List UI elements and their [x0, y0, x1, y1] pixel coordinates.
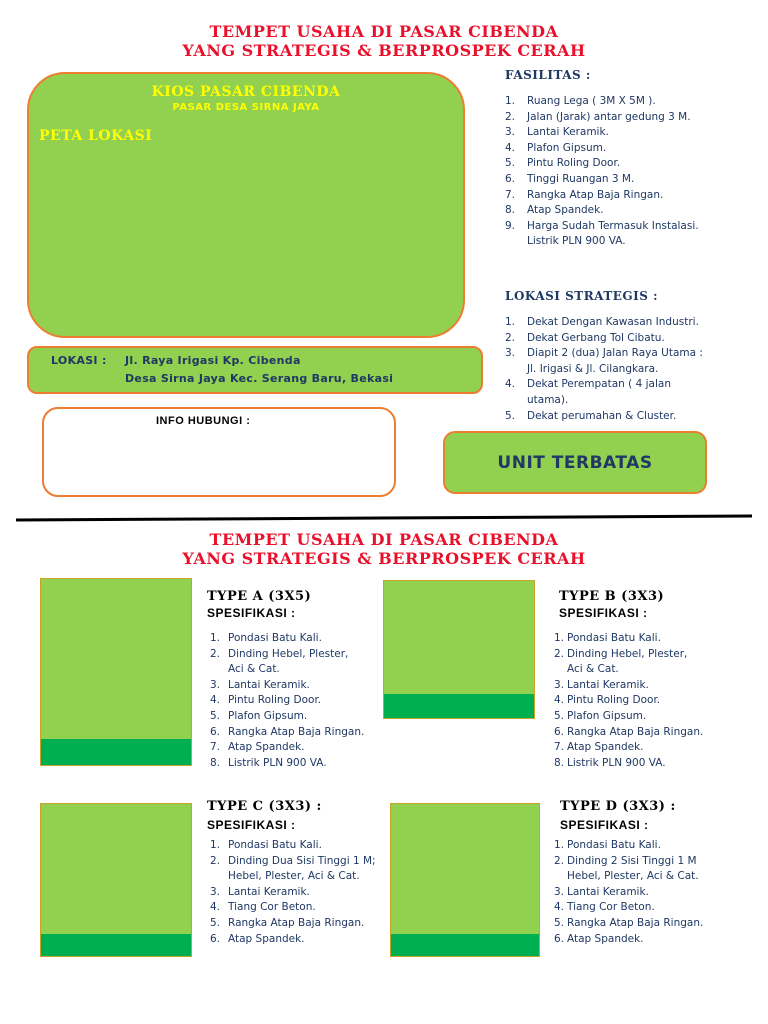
list-item-text: Atap Spandek.	[228, 932, 305, 945]
list-item	[505, 172, 760, 188]
map-box	[27, 72, 465, 338]
list-item-number: 5.	[505, 409, 516, 422]
list-item-text: Listrik PLN 900 VA.	[567, 756, 666, 769]
unit-terbatas-text: UNIT TERBATAS	[497, 452, 653, 473]
list-item-number: 6.	[210, 932, 221, 945]
list-item	[554, 709, 744, 725]
list-item-text: Plafon Gipsum.	[527, 141, 607, 154]
list-item-text: Atap Spandek.	[567, 932, 644, 945]
list-item-text: Dinding 2 Sisi Tinggi 1 M	[567, 854, 697, 867]
map-label: PETA LOKASI	[39, 128, 153, 144]
list-item-number: 5.	[554, 916, 565, 929]
list-item-text: Tinggi Ruangan 3 M.	[527, 172, 635, 185]
list-item-number: 1.	[210, 632, 221, 644]
contact-label: INFO HUBUNGI :	[156, 415, 251, 427]
list-item	[210, 885, 395, 901]
list-item-number: 6.	[210, 725, 221, 738]
list-item-number: 3.	[210, 885, 221, 898]
list-item-text: Rangka Atap Baja Ringan.	[567, 725, 704, 738]
list-item	[210, 932, 395, 948]
list-item	[210, 693, 385, 709]
list-item-number: 3.	[210, 678, 221, 691]
list-item	[210, 647, 385, 678]
list-item	[505, 125, 760, 141]
list-item-number: 9.	[505, 219, 516, 232]
list-item	[505, 346, 760, 377]
list-item-number: 1.	[505, 316, 516, 328]
bottom-title-line1: TEMPET USAHA DI PASAR CIBENDA	[209, 530, 559, 549]
list-item-text-continued: Aci & Cat.	[567, 663, 619, 676]
list-item	[554, 854, 744, 885]
list-item-number: 7.	[505, 188, 516, 201]
list-item	[505, 94, 760, 110]
list-item-text: Lantai Keramik.	[567, 885, 649, 898]
type-b-list	[554, 631, 744, 771]
list-item-text: Plafon Gipsum.	[567, 709, 647, 722]
type-a-title: TYPE A (3X5)	[207, 589, 312, 604]
list-item	[554, 740, 744, 756]
list-item	[210, 709, 385, 725]
list-item-number: 2.	[505, 331, 516, 344]
list-item	[554, 647, 744, 678]
list-item-text: Tiang Cor Beton.	[228, 901, 316, 914]
list-item-text: Pondasi Batu Kali.	[567, 632, 661, 644]
type-c-title: TYPE C (3X3) :	[207, 799, 322, 814]
list-item-text: Diapit 2 (dua) Jalan Raya Utama :	[527, 347, 703, 360]
list-item-text-continued: Hebel, Plester, Aci & Cat.	[228, 870, 360, 883]
list-item-number: 8.	[554, 756, 565, 769]
list-item-text: Atap Spandek.	[228, 741, 305, 754]
list-item-text: Atap Spandek.	[527, 204, 604, 217]
list-item-number: 4.	[554, 901, 565, 914]
list-item	[210, 900, 395, 916]
list-item-text-continued: Hebel, Plester, Aci & Cat.	[567, 870, 699, 883]
list-item	[505, 219, 760, 250]
location-bar	[27, 346, 483, 394]
unit-terbatas-badge	[443, 431, 707, 494]
list-item	[554, 885, 744, 901]
list-item-text: Pintu Roling Door.	[228, 694, 322, 707]
list-item-text: Dinding Dua Sisi Tinggi 1 M;	[228, 854, 376, 867]
list-item-text: Dekat Perempatan ( 4 jalan	[527, 378, 671, 391]
type-b-base	[384, 694, 534, 718]
list-item-text-continued: Listrik PLN 900 VA.	[527, 235, 626, 248]
list-item-text: Lantai Keramik.	[228, 885, 310, 898]
list-item	[505, 315, 760, 331]
top-title	[0, 22, 768, 60]
list-item-number: 1.	[505, 95, 516, 107]
list-item-number: 4.	[210, 694, 221, 707]
type-b-title: TYPE B (3X3)	[559, 589, 665, 604]
list-item-text: Rangka Atap Baja Ringan.	[527, 188, 664, 201]
list-item-number: 1.	[210, 839, 221, 851]
list-item	[210, 756, 385, 772]
list-item-number: 2.	[505, 110, 516, 123]
list-item	[505, 141, 760, 157]
list-item-text-continued: Aci & Cat.	[228, 663, 280, 676]
type-c-base	[41, 934, 191, 956]
list-item	[505, 110, 760, 126]
list-item	[210, 631, 385, 647]
list-item-number: 3.	[505, 347, 516, 360]
list-item-text: Pintu Roling Door.	[567, 694, 661, 707]
list-item-text: Ruang Lega ( 3M X 5M ).	[527, 95, 656, 107]
list-item-text: Harga Sudah Termasuk Instalasi.	[527, 219, 699, 232]
bottom-title	[0, 530, 768, 568]
type-d-list	[554, 838, 744, 947]
location-line1: Jl. Raya Irigasi Kp. Cibenda	[125, 354, 301, 367]
type-c-image	[40, 803, 192, 957]
list-item-number: 4.	[210, 901, 221, 914]
list-item	[505, 203, 760, 219]
list-item-number: 3.	[505, 126, 516, 139]
list-item-text: Pondasi Batu Kali.	[228, 839, 322, 851]
list-item-text: Dekat perumahan & Cluster.	[527, 409, 677, 422]
list-item	[505, 377, 760, 408]
list-item-text-continued: utama).	[527, 393, 569, 406]
list-item-text: Plafon Gipsum.	[228, 709, 308, 722]
type-a-spec-label: SPESIFIKASI :	[207, 606, 296, 620]
location-label: LOKASI :	[51, 354, 107, 367]
contact-box	[42, 407, 396, 497]
type-d-base	[391, 934, 539, 956]
list-item	[210, 740, 385, 756]
list-item	[554, 838, 744, 854]
list-item-number: 1.	[554, 632, 565, 644]
list-item-number: 6.	[554, 932, 565, 945]
list-item-number: 2.	[554, 854, 565, 867]
type-a-list	[210, 631, 385, 771]
list-item	[505, 156, 760, 172]
type-b-image	[383, 580, 535, 719]
list-item	[554, 725, 744, 741]
list-item	[554, 678, 744, 694]
list-item-text: Jalan (Jarak) antar gedung 3 M.	[527, 110, 691, 123]
list-item-text: Lantai Keramik.	[567, 678, 649, 691]
list-item	[554, 916, 744, 932]
lokasi-strategis-list	[505, 315, 760, 424]
list-item-text: Pondasi Batu Kali.	[228, 632, 322, 644]
fasilitas-list	[505, 94, 760, 250]
list-item	[210, 725, 385, 741]
list-item	[505, 409, 760, 425]
list-item-text: Dinding Hebel, Plester,	[567, 647, 688, 660]
type-a-base	[41, 739, 191, 765]
list-item-number: 2.	[210, 854, 221, 867]
list-item-number: 5.	[505, 157, 516, 170]
type-c-list	[210, 838, 395, 947]
list-item	[210, 678, 385, 694]
list-item-text: Atap Spandek.	[567, 741, 644, 754]
list-item-number: 1.	[554, 839, 565, 851]
list-item	[210, 838, 395, 854]
list-item-text: Rangka Atap Baja Ringan.	[228, 916, 365, 929]
top-title-line2: YANG STRATEGIS & BERPROSPEK CERAH	[182, 41, 586, 60]
list-item-number: 6.	[554, 725, 565, 738]
list-item	[505, 331, 760, 347]
list-item	[210, 854, 395, 885]
list-item-text: Listrik PLN 900 VA.	[228, 756, 327, 769]
map-box-heading: KIOS PASAR CIBENDA	[151, 84, 341, 100]
list-item-text: Pintu Roling Door.	[527, 157, 621, 170]
list-item	[505, 188, 760, 204]
top-title-line1: TEMPET USAHA DI PASAR CIBENDA	[209, 22, 559, 41]
list-item-text: Tiang Cor Beton.	[567, 901, 655, 914]
list-item	[554, 756, 744, 772]
list-item-number: 5.	[554, 709, 565, 722]
list-item-number: 2.	[554, 647, 565, 660]
type-d-image	[390, 803, 540, 957]
list-item-number: 3.	[554, 885, 565, 898]
list-item-text: Lantai Keramik.	[228, 678, 310, 691]
list-item-number: 2.	[210, 647, 221, 660]
list-item-number: 5.	[210, 916, 221, 929]
list-item-number: 4.	[554, 694, 565, 707]
list-item-number: 5.	[210, 709, 221, 722]
list-item-number: 6.	[505, 172, 516, 185]
section-divider	[0, 512, 768, 524]
list-item-number: 8.	[505, 204, 516, 217]
list-item	[210, 916, 395, 932]
list-item-text-continued: Jl. Irigasi & Jl. Cilangkara.	[527, 362, 659, 375]
list-item-number: 8.	[210, 756, 221, 769]
location-line2: Desa Sirna Jaya Kec. Serang Baru, Bekasi	[125, 372, 394, 385]
type-d-spec-label: SPESIFIKASI :	[560, 818, 649, 832]
list-item-number: 4.	[505, 141, 516, 154]
list-item-number: 3.	[554, 678, 565, 691]
list-item	[554, 693, 744, 709]
list-item-text: Pondasi Batu Kali.	[567, 839, 661, 851]
list-item-number: 4.	[505, 378, 516, 391]
list-item-text: Dekat Dengan Kawasan Industri.	[527, 316, 699, 328]
lokasi-strategis-heading: LOKASI STRATEGIS :	[505, 289, 659, 303]
list-item	[554, 932, 744, 948]
type-a-image	[40, 578, 192, 766]
list-item-number: 7.	[210, 741, 221, 754]
list-item-text: Lantai Keramik.	[527, 126, 609, 139]
list-item-text: Rangka Atap Baja Ringan.	[228, 725, 365, 738]
fasilitas-heading: FASILITAS :	[505, 68, 591, 82]
list-item-text: Rangka Atap Baja Ringan.	[567, 916, 704, 929]
list-item-number: 7.	[554, 741, 565, 754]
list-item-text: Dinding Hebel, Plester,	[228, 647, 349, 660]
type-b-spec-label: SPESIFIKASI :	[559, 606, 648, 620]
list-item	[554, 900, 744, 916]
map-box-subheading: PASAR DESA SIRNA JAYA	[172, 102, 320, 113]
type-d-title: TYPE D (3X3) :	[560, 799, 676, 814]
list-item-text: Dekat Gerbang Tol Cibatu.	[527, 331, 665, 344]
type-c-spec-label: SPESIFIKASI :	[207, 818, 296, 832]
list-item	[554, 631, 744, 647]
bottom-title-line2: YANG STRATEGIS & BERPROSPEK CERAH	[182, 549, 586, 568]
